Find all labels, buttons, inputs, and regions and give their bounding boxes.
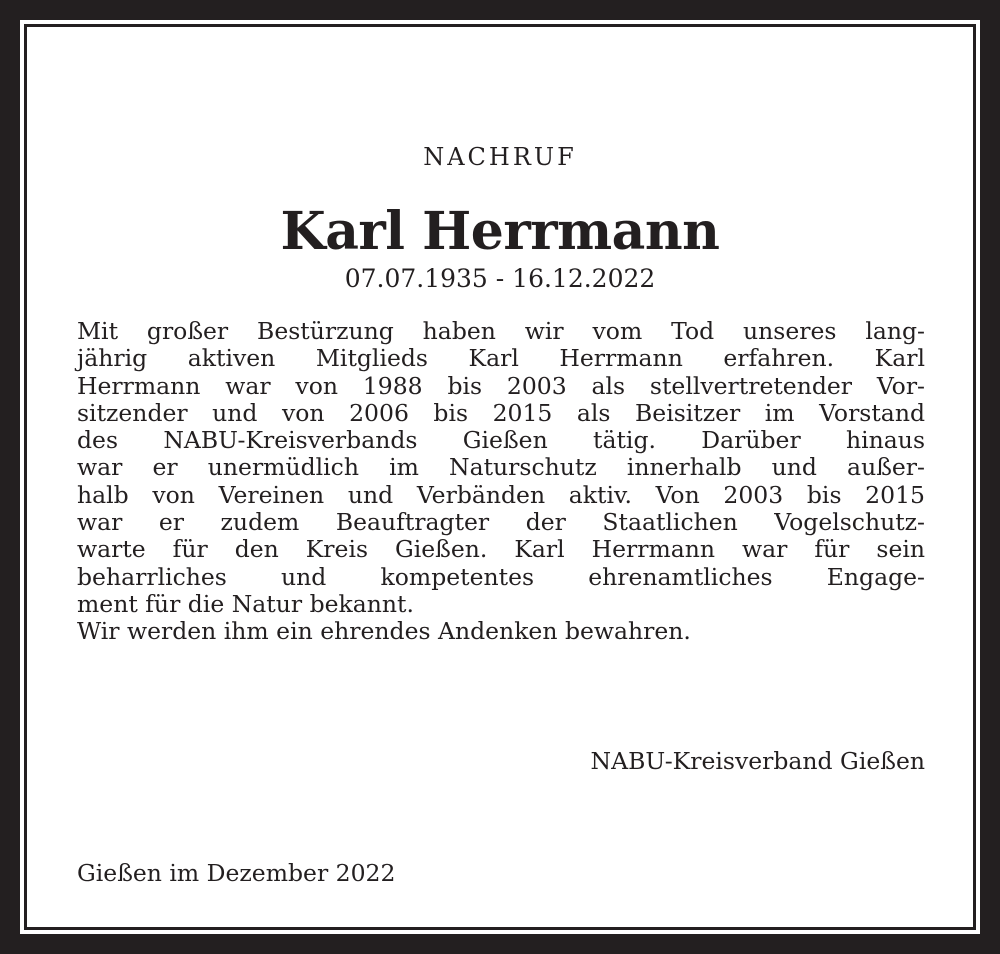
obituary-notice bbox=[24, 24, 976, 930]
life-dates: 07.07.1935 - 16.12.2022 bbox=[344, 264, 656, 293]
body-line: war er zudem Beauftragter der Staatlichen Vogelschutz- bbox=[77, 508, 925, 537]
body-line: beharrliches und kompetentes ehrenamtliches Engage- bbox=[77, 562, 925, 591]
deceased-name: Karl Herrmann bbox=[280, 201, 720, 262]
body-line: warte für den Kreis Gießen. Karl Herrmann war für sein bbox=[77, 535, 925, 564]
body-line: ment für die Natur bekannt. bbox=[77, 589, 414, 618]
body-line: Mit großer Bestürzung haben wir vom Tod unseres lang- bbox=[77, 317, 925, 345]
notice-label: NACHRUF bbox=[423, 143, 577, 171]
body-line: sitzender und von 2006 bis 2015 als Beisitzer im Vorstand bbox=[77, 398, 925, 427]
body-line: halb von Vereinen und Verbänden aktiv. Von 2003 bis 2015 bbox=[77, 480, 925, 509]
body-line: des NABU-Kreisverbands Gießen tätig. Darüber hinaus bbox=[77, 426, 925, 455]
body-line: jährig aktiven Mitglieds Karl Herrmann erfahren. Karl bbox=[77, 344, 925, 373]
place-date: Gießen im Dezember 2022 bbox=[77, 859, 396, 887]
body-line-closing: Wir werden ihm ein ehrendes Andenken bewahren. bbox=[77, 617, 691, 646]
signature: NABU-Kreisverband Gießen bbox=[590, 747, 925, 775]
obituary-body bbox=[77, 318, 925, 646]
body-line: Herrmann war von 1988 bis 2003 als stellvertretender Vor- bbox=[77, 371, 925, 400]
body-line: war er unermüdlich im Naturschutz innerhalb und außer- bbox=[77, 453, 925, 482]
